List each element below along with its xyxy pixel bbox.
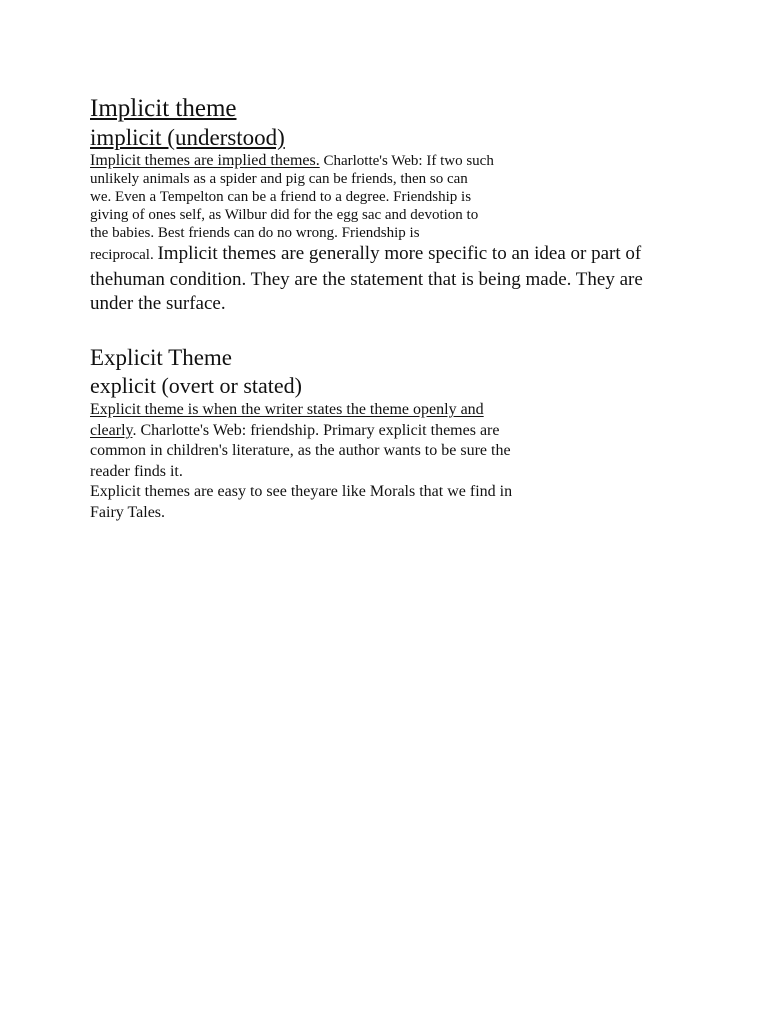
implicit-small-line: unlikely animals as a spider and pig can be friends, then so can — [90, 171, 468, 187]
implicit-mixed-line — [90, 242, 642, 268]
implicit-small-line: giving of ones self, as Wilbur did for the egg sac and devotion to — [90, 207, 479, 223]
explicit-paragraph — [90, 400, 690, 523]
implicit-large-line: under the surface. — [90, 293, 226, 314]
explicit-heading: Explicit Theme — [90, 345, 233, 370]
implicit-large-line: thehuman condition. They are the statement that is being made. They are — [90, 269, 643, 290]
reciprocal-text: reciprocal. — [90, 247, 158, 263]
document-content — [90, 94, 690, 523]
explicit-line: Explicit themes are easy to see theyare like Morals that we find in — [90, 483, 513, 500]
implicit-paragraph — [90, 152, 642, 268]
explicit-line-2 — [90, 421, 690, 442]
explicit-line: Fairy Tales. — [90, 503, 166, 521]
implicit-small-line: we. Even a Tempelton can be a friend to a degree. Friendship is — [90, 189, 472, 205]
implicit-large-line: Implicit themes are generally more specific to an idea or part of — [157, 243, 642, 264]
explicit-line: common in children's literature, as the author wants to be sure the — [90, 442, 511, 459]
explicit-subheading: explicit (overt or stated) — [90, 373, 302, 398]
section-spacer — [90, 316, 690, 344]
explicit-definition-line-1: Explicit theme is when the writer states the theme openly and — [90, 401, 484, 418]
explicit-definition-line-2: clearly — [90, 421, 133, 439]
implicit-heading: Implicit theme — [90, 95, 237, 122]
implicit-line-1 — [90, 152, 530, 170]
implicit-subheading: implicit (understood) — [90, 125, 285, 150]
explicit-line: reader finds it. — [90, 462, 183, 480]
implicit-definition: Implicit themes are implied themes. — [90, 152, 320, 169]
implicit-small-line: Charlotte's Web: If two such — [319, 153, 494, 169]
implicit-small-line: the babies. Best friends can do no wrong. Friendship is — [90, 225, 420, 241]
explicit-line-2-rest: . Charlotte's Web: friendship. Primary explicit themes are — [132, 421, 500, 439]
